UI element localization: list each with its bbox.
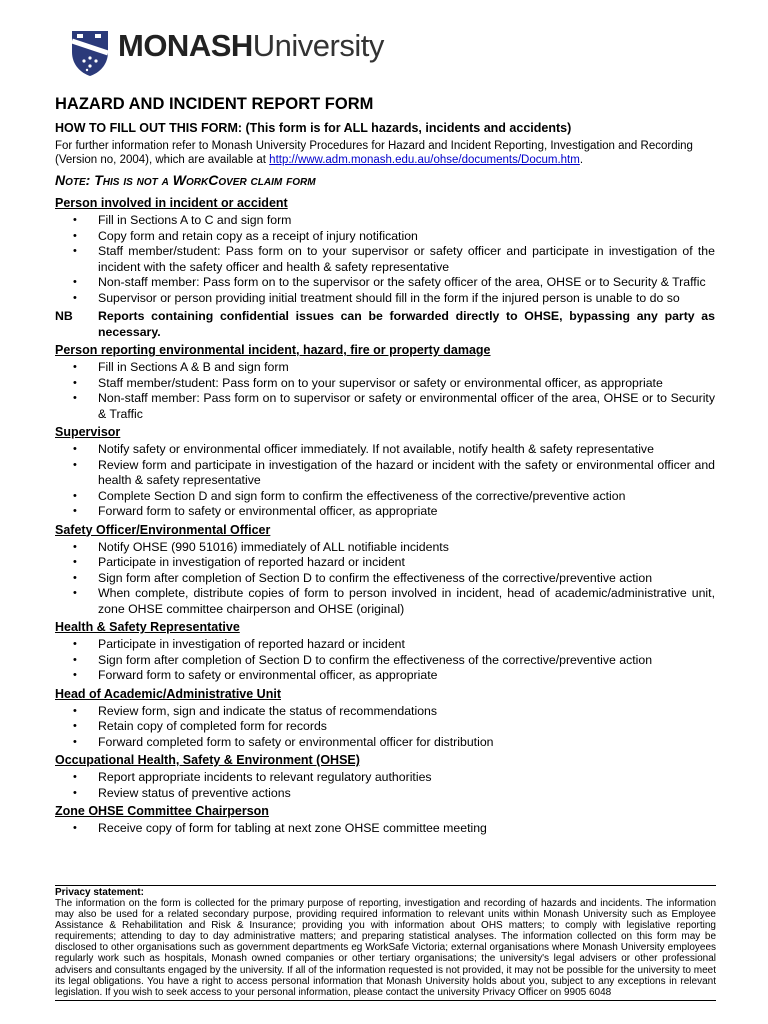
list-item: • Review form and participate in investigation of the hazard or incident with the safety or environmental officer and health & safety representative bbox=[55, 458, 715, 489]
nb-text: Reports containing confidential issues can be forwarded directly to OHSE, bypassing any party as necessary. bbox=[98, 309, 715, 339]
list-item: • Fill in Sections A & B and sign form bbox=[55, 360, 715, 376]
list-item: • Notify safety or environmental officer immediately. If not available, notify health & safety representative bbox=[55, 442, 715, 458]
list-item: • Participate in investigation of reported hazard or incident bbox=[55, 555, 715, 571]
section-heading: Person involved in incident or accident bbox=[55, 196, 288, 210]
info-paragraph bbox=[55, 140, 715, 167]
instructions bbox=[55, 196, 715, 840]
section-list bbox=[55, 540, 715, 618]
list-item: • Non-staff member: Pass form on to supervisor or safety or environmental officer of the area, OHSE or to Security & Traffic bbox=[55, 391, 715, 422]
section-list bbox=[55, 637, 715, 684]
procedures-link[interactable]: http://www.adm.monash.edu.au/ohse/documents/Docum.htm bbox=[269, 153, 580, 166]
list-item: • Sign form after completion of Section D to confirm the effectiveness of the corrective/preventive action bbox=[55, 571, 715, 587]
section-heading: Person reporting environmental incident, hazard, fire or property damage bbox=[55, 343, 491, 357]
section-list bbox=[55, 770, 715, 801]
page-title: HAZARD AND INCIDENT REPORT FORM bbox=[55, 95, 374, 113]
section-list bbox=[55, 704, 715, 751]
section-heading: Supervisor bbox=[55, 425, 121, 439]
section-list bbox=[55, 360, 715, 422]
list-item: • Retain copy of completed form for records bbox=[55, 719, 715, 735]
monash-crest-icon bbox=[68, 28, 112, 78]
privacy-heading: Privacy statement: bbox=[55, 887, 144, 898]
section-heading: Head of Academic/Administrative Unit bbox=[55, 686, 281, 701]
workcover-note: Note: This is not a WorkCover claim form bbox=[55, 172, 316, 188]
info-end: . bbox=[579, 153, 584, 166]
list-item: • When complete, distribute copies of form to person involved in incident, head of academic/administrative unit, zone OHSE committee chairperson and OHSE (original) bbox=[55, 586, 715, 617]
privacy-statement bbox=[55, 885, 716, 1001]
list-item: • Report appropriate incidents to relevant regulatory authorities bbox=[55, 770, 715, 786]
list-item: • Staff member/student: Pass form on to your supervisor or safety officer and participate in investigation of the incident with the safety officer and health & safety representative bbox=[55, 244, 715, 275]
list-item: • Staff member/student: Pass form on to your supervisor or safety or environmental officer, as appropriate bbox=[55, 376, 715, 392]
section-list bbox=[55, 442, 715, 520]
info-text: For further information refer to Monash University Procedures for Hazard and Incident Reporting, Investigation and Recording (Version no, 2004), which are available at bbox=[55, 140, 693, 166]
list-item: • Sign form after completion of Section D to confirm the effectiveness of the corrective/preventive action bbox=[55, 653, 715, 669]
section-list bbox=[55, 821, 715, 837]
list-item: • Forward completed form to safety or environmental officer for distribution bbox=[55, 735, 715, 751]
list-item: • Complete Section D and sign form to confirm the effectiveness of the corrective/preventive action bbox=[55, 489, 715, 505]
how-to-heading: HOW TO FILL OUT THIS FORM: (This form is for ALL hazards, incidents and accidents) bbox=[55, 121, 572, 135]
list-item: • Non-staff member: Pass form on to the supervisor or the safety officer of the area, OHSE or to Security & Traffic bbox=[55, 275, 715, 291]
list-item: • Review status of preventive actions bbox=[55, 786, 715, 802]
nb-note bbox=[55, 309, 715, 340]
list-item: • Forward form to safety or environmental officer, as appropriate bbox=[55, 504, 715, 520]
list-item: • Copy form and retain copy as a receipt of injury notification bbox=[55, 229, 715, 245]
section-list bbox=[55, 213, 715, 306]
list-item: • Notify OHSE (990 51016) immediately of ALL notifiable incidents bbox=[55, 540, 715, 556]
section-heading: Occupational Health, Safety & Environment (OHSE) bbox=[55, 753, 360, 767]
logo-word-university: University bbox=[252, 28, 384, 63]
section-heading: Zone OHSE Committee Chairperson bbox=[55, 804, 269, 818]
nb-label: NB bbox=[55, 309, 73, 323]
list-item: • Forward form to safety or environmental officer, as appropriate bbox=[55, 668, 715, 684]
logo-wordmark bbox=[118, 28, 384, 64]
list-item: • Review form, sign and indicate the status of recommendations bbox=[55, 704, 715, 720]
monash-logo bbox=[68, 26, 388, 84]
list-item: • Fill in Sections A to C and sign form bbox=[55, 213, 715, 229]
privacy-text: The information on the form is collected for the primary purpose of reporting, investigation and recording of hazards and incidents. The information may also be used for a related secondary purpose, providing required information to relevant units within Monash University such as Employee Assistance & Rehabilitation and Risk & Insurance; providing you with information about OHS matters; to comply with legislative reporting requirements; attending to day to day administrative matters; and preparing statistical analyses. The information collected on this form may be disclosed to other organisations such as government departments eg WorkSafe Victoria; external organisations where Monash University employees regularly work such as hospitals, Monash owned companies or other tertiary organisations; the university's legal advisers or other professional advisers and consultants engaged by the university. If all of the information requested is not provided, it may not be possible for the university to meet its legal obligations. You have a right to access personal information that Monash University holds about you, subject to any exceptions in relevant legislation. If you wish to seek access to your personal information, please contact the university Privacy Officer on 9905 6048 bbox=[55, 898, 716, 998]
list-item: • Participate in investigation of reported hazard or incident bbox=[55, 637, 715, 653]
logo-word-monash: MONASH bbox=[118, 28, 253, 63]
list-item: • Receive copy of form for tabling at next zone OHSE committee meeting bbox=[55, 821, 715, 837]
section-heading: Health & Safety Representative bbox=[55, 620, 240, 634]
section-heading: Safety Officer/Environmental Officer bbox=[55, 522, 271, 537]
list-item: • Supervisor or person providing initial treatment should fill in the form if the injured person is unable to do so bbox=[55, 291, 715, 307]
